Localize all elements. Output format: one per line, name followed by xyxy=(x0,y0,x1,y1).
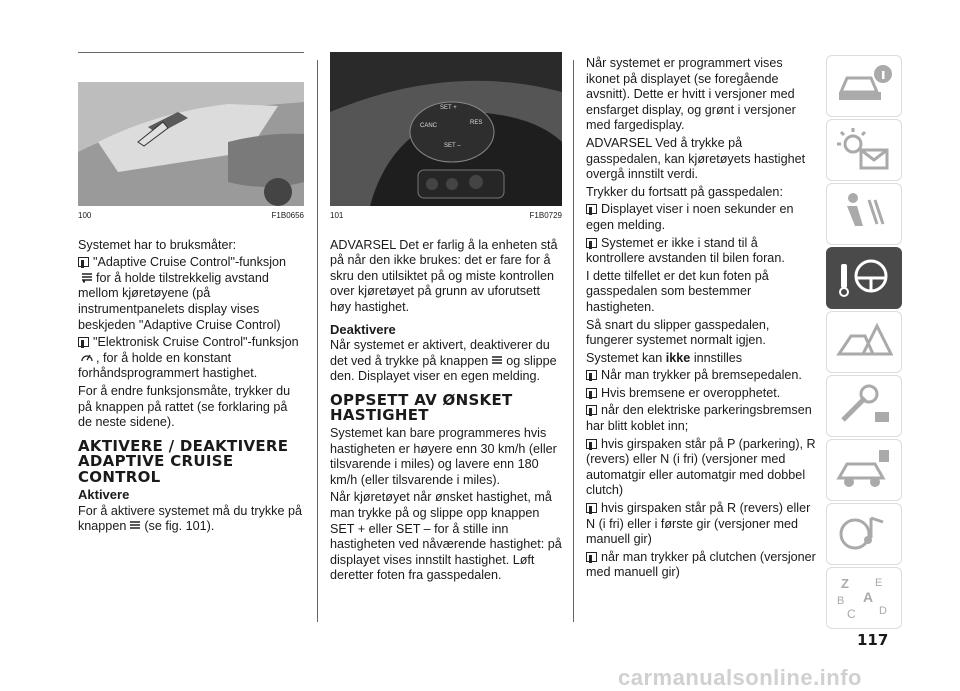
column-3 xyxy=(586,56,818,583)
svg-text:D: D xyxy=(879,605,887,617)
mode-item-electronic: "Elektronisk Cruise Control"-funksjon , for å holde en konstant forhåndsprogrammert hastighet. xyxy=(78,335,299,381)
bullet-icon xyxy=(586,503,597,513)
svg-text:Z: Z xyxy=(841,576,849,591)
mode-item-adaptive: "Adaptive Cruise Control"-funksjon for å holde tilstrekkelig avstand mellom kjøretøyene (på instrumentpanelets display vises beskjeden "Adaptive Cruise Control) xyxy=(78,255,287,332)
watermark: carmanualsonline.info xyxy=(618,665,862,690)
svg-text:A: A xyxy=(863,589,874,605)
column-divider xyxy=(573,60,574,622)
accelerator-text: Trykker du fortsatt på gasspedalen: xyxy=(586,184,783,199)
bullet-icon xyxy=(586,204,597,214)
figure-number: 101 xyxy=(330,211,344,220)
tab-service[interactable] xyxy=(826,375,902,437)
list-item: hvis girspaken står på R (revers) eller N (i fri) eller i første gir (versjoner med manuell gir) xyxy=(586,501,811,547)
figure-number: 100 xyxy=(78,211,92,220)
section-heading: OPPSETT AV ØNSKET HASTIGHET xyxy=(330,390,513,425)
multimedia-icon xyxy=(835,510,893,556)
car-info-icon xyxy=(835,62,893,108)
set-minus-button: SET – xyxy=(444,143,461,149)
acc-car-icon xyxy=(80,271,94,283)
tab-car-info[interactable] xyxy=(826,55,902,117)
list-item: når man trykker på clutchen (versjoner med manuell gir) xyxy=(586,549,816,580)
figure-100-caption xyxy=(78,208,304,224)
figure-101-steering-wheel-photo xyxy=(330,52,562,206)
accelerator-warning-text: ADVARSEL Ved å trykke på gasspedalen, kan kjøretøyets hastighet overgå innstilt verdi. xyxy=(586,135,806,182)
steering-wheel-key-icon xyxy=(835,254,893,300)
programmed-text: Når systemet er programmert vises ikonet på displayet (se foregående avsnitt). Dette er hvitt i versjoner med ensfarget display, og grønt i versjoner med fargedisplay. xyxy=(586,56,796,133)
bullet-icon xyxy=(586,388,597,398)
subheading-activate: Aktivere xyxy=(78,487,130,503)
bullet-icon xyxy=(586,238,597,248)
acc-car-icon xyxy=(490,354,504,366)
tab-multimedia[interactable] xyxy=(826,503,902,565)
list-item: hvis girspaken står på P (parkering), R (revers) eller N (i fri) (versjoner med automatgir eller automatgir med dobbel clutch) xyxy=(586,436,816,498)
list-item: Hvis bremsene er overopphetet. xyxy=(586,386,818,402)
cannot-set-text: Systemet kan ikke innstilles xyxy=(586,350,743,365)
canc-button: CANC xyxy=(420,123,438,129)
svg-text:E: E xyxy=(875,577,883,589)
bullet-icon xyxy=(586,439,597,449)
figure-100-windshield-photo xyxy=(78,82,304,206)
figure-code: F1B0656 xyxy=(271,211,304,220)
warning-text: ADVARSEL Det er farlig å la enheten stå på når den ikke brukes: det er fare for å skru den utilsiktet på og miste kontrollen over kjøretøyet på grunn av uforutsett høy hastighet. xyxy=(330,237,558,314)
tab-seat-airbag[interactable] xyxy=(826,183,902,245)
index-abcde-icon xyxy=(835,574,893,620)
tab-warning-lights[interactable] xyxy=(826,119,902,181)
section-heading: AKTIVERE / DEAKTIVERE ADAPTIVE CRUISE CONTROL xyxy=(78,436,289,486)
release-text: Så snart du slipper gasspedalen, fungerer systemet normalt igjen. xyxy=(586,317,770,348)
emergency-triangle-icon xyxy=(835,318,893,364)
tab-emergency[interactable] xyxy=(826,311,902,373)
mode-change-text: For å endre funksjonsmåte, trykker du på knappen på rattet (se forklaring på de neste sidene). xyxy=(78,383,291,430)
svg-text:C: C xyxy=(847,607,856,620)
bullet-icon xyxy=(586,405,597,415)
bullet-icon xyxy=(78,257,89,267)
tab-technical-data[interactable] xyxy=(826,439,902,501)
technical-data-icon xyxy=(835,446,893,492)
bullet-icon xyxy=(586,552,597,562)
speedometer-icon xyxy=(80,351,94,363)
seat-airbag-icon xyxy=(835,190,893,236)
res-button: RES xyxy=(470,120,483,126)
warning-lights-icon xyxy=(835,126,893,172)
deactivate-text: Når systemet er aktivert, deaktiverer du det ved å trykke på knappen og slippe den. Displayet viser en egen melding. xyxy=(330,338,557,384)
list-item: Displayet viser i noen sekunder en egen melding. xyxy=(586,202,794,232)
page-number: 117 xyxy=(857,631,889,649)
chapter-tabs xyxy=(826,55,900,631)
figure-101-caption xyxy=(330,208,562,224)
list-item: Systemet er ikke i stand til å kontrollere avstanden til bilen foran. xyxy=(586,235,785,266)
bullet-icon xyxy=(586,370,597,380)
set-speed-text: Når kjøretøyet når ønsket hastighet, må man trykke på og slippe opp knappen SET + eller SET – for å stille inn hastigheten ved nåværende hastighet: på displayet vises innstilt hastighet. Løft deretter foten fra gasspedalen. xyxy=(330,490,562,583)
svg-text:B: B xyxy=(837,595,845,607)
foot-control-text: I dette tilfellet er det kun foten på gasspedalen som bestemmer hastigheten. xyxy=(586,268,769,314)
list-item: når den elektriske parkeringsbremsen har blitt koblet inn; xyxy=(586,403,812,434)
list-item: Når man trykker på bremsepedalen. xyxy=(586,368,818,384)
intro-text: Systemet har to bruksmåter: xyxy=(78,237,237,252)
tab-driving[interactable] xyxy=(826,247,902,309)
tab-index[interactable] xyxy=(826,567,902,629)
set-plus-button: SET + xyxy=(440,105,457,111)
service-wrench-icon xyxy=(835,382,893,428)
subheading-deactivate: Deaktivere xyxy=(330,321,396,337)
column-divider xyxy=(317,60,318,622)
activate-text: For å aktivere systemet må du trykke på knappen (se fig. 101). xyxy=(78,503,302,534)
acc-car-icon xyxy=(128,519,142,531)
speed-range-text: Systemet kan bare programmeres hvis hastigheten er høyere enn 30 km/h (eller tilsvarende i miles) og lavere enn 180 km/h (eller tilsvarende i miles). xyxy=(330,425,557,487)
bullet-icon xyxy=(78,337,89,347)
figure-code: F1B0729 xyxy=(529,211,562,220)
column-1 xyxy=(78,52,304,537)
column-2 xyxy=(330,52,562,586)
